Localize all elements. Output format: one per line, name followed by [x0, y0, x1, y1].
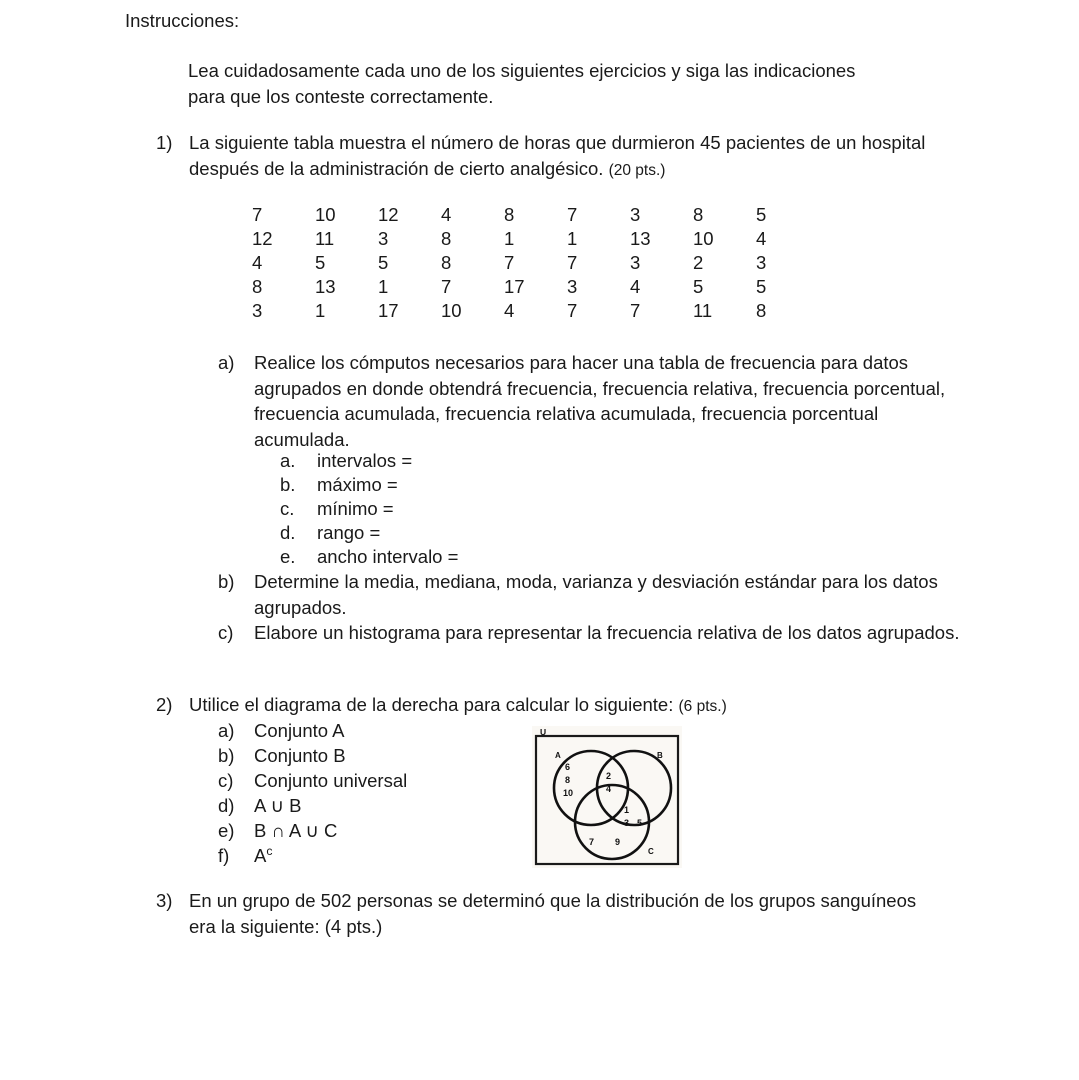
set-a-label: A [555, 751, 561, 760]
venn-value-a-only: 8 [565, 775, 571, 785]
data-cell: 10 [693, 228, 714, 249]
data-cell: 17 [378, 300, 399, 321]
question-2-part-f-superscript: c [266, 843, 273, 858]
venn-value-c-only: 7 [589, 837, 595, 847]
data-cell: 4 [252, 252, 263, 273]
data-cell: 12 [252, 228, 273, 249]
data-cell: 3 [756, 252, 767, 273]
question-1-subpart-d [280, 521, 380, 546]
data-cell: 13 [315, 276, 336, 297]
data-cell: 7 [252, 204, 263, 225]
question-3-text: En un grupo de 502 personas se determinó que la distribución de los grupos sanguíneos era la siguiente: [189, 890, 917, 937]
question-1-text: La siguiente tabla muestra el número de horas que durmieron 45 pacientes de un hospital después de la administración de cierto analgésico. [189, 132, 926, 179]
data-cell: 3 [378, 228, 389, 249]
data-cell: 8 [504, 204, 515, 225]
data-cell: 8 [252, 276, 263, 297]
question-1-subpart-a [280, 449, 412, 474]
question-3-marker: 3) [156, 890, 173, 911]
data-cell: 7 [504, 252, 515, 273]
data-cell: 7 [567, 252, 578, 273]
data-cell: 3 [252, 300, 263, 321]
question-2-part-d-marker: d) [218, 795, 235, 816]
question-2-part-e-marker: e) [218, 820, 235, 841]
question-2-part-c-marker: c) [218, 770, 234, 791]
data-cell: 2 [693, 252, 704, 273]
universe-label: U [540, 727, 547, 737]
question-1 [156, 130, 946, 183]
question-1-part-b-marker: b) [218, 571, 235, 592]
question-1-subpart-a-text: intervalos = [317, 450, 413, 471]
data-cell: 8 [756, 300, 767, 321]
set-b-label: B [657, 751, 663, 760]
data-cell: 5 [315, 252, 326, 273]
venn-value-b-and-c: 5 [637, 818, 643, 828]
question-1-subpart-a-marker: a. [280, 450, 296, 471]
question-3-points: (4 pts.) [324, 915, 383, 937]
question-2-part-d-text: A ∪ B [254, 795, 302, 816]
data-cell: 5 [693, 276, 704, 297]
data-cell: 12 [378, 204, 399, 225]
question-1-subpart-e [280, 545, 458, 570]
question-1-subpart-b-marker: b. [280, 474, 296, 495]
data-cell: 3 [630, 252, 641, 273]
question-1-marker: 1) [156, 132, 173, 153]
question-1-subpart-c [280, 497, 394, 522]
question-2-text: Utilice el diagrama de la derecha para calcular lo siguiente: [189, 694, 674, 715]
question-1-subpart-b-text: máximo = [317, 474, 398, 495]
venn-diagram-svg [532, 726, 682, 868]
question-2-part-e-text: B ∩ A ∪ C [254, 820, 338, 841]
venn-value-b-and-c: 1 [624, 805, 630, 815]
data-cell: 8 [693, 204, 704, 225]
question-3 [156, 888, 946, 939]
data-cell: 1 [567, 228, 578, 249]
data-cell: 13 [630, 228, 651, 249]
question-2-part-d [218, 793, 301, 819]
question-1-subpart-b [280, 473, 398, 498]
data-cell: 7 [567, 300, 578, 321]
data-cell: 5 [378, 252, 389, 273]
set-c-label: C [648, 847, 654, 856]
venn-value-a-only: 6 [565, 762, 571, 772]
data-cell: 1 [315, 300, 326, 321]
question-1-part-c-text: Elabore un histograma para representar la frecuencia relativa de los datos agrupados. [254, 622, 960, 643]
data-cell: 3 [630, 204, 641, 225]
question-2-part-a-marker: a) [218, 720, 235, 741]
question-2-part-e [218, 818, 337, 844]
question-1-subpart-e-text: ancho intervalo = [317, 546, 459, 567]
question-2-part-f-base: A [254, 845, 267, 866]
data-cell: 10 [315, 204, 336, 225]
data-cell: 1 [504, 228, 515, 249]
question-2-part-c-text: Conjunto universal [254, 770, 408, 791]
sleep-hours-data-table [252, 203, 819, 323]
data-cell: 8 [441, 228, 452, 249]
question-2-part-b [218, 743, 346, 769]
question-2-part-c [218, 768, 407, 794]
question-1-subpart-d-text: rango = [317, 522, 381, 543]
data-cell: 5 [756, 204, 767, 225]
question-1-part-a-marker: a) [218, 352, 235, 373]
data-cell: 7 [441, 276, 452, 297]
question-2-points: (6 pts.) [678, 698, 727, 715]
data-cell: 17 [504, 276, 525, 297]
question-1-subpart-e-marker: e. [280, 546, 296, 567]
question-1-part-b [218, 569, 958, 620]
data-cell: 7 [567, 204, 578, 225]
question-1-subpart-c-marker: c. [280, 498, 295, 519]
data-cell: 4 [441, 204, 452, 225]
data-cell: 11 [693, 300, 713, 321]
data-cell: 7 [630, 300, 641, 321]
question-2-part-f [218, 843, 272, 869]
venn-value-b-and-c: 3 [624, 818, 630, 828]
data-cell: 8 [441, 252, 452, 273]
question-1-subpart-d-marker: d. [280, 522, 296, 543]
question-2-part-b-text: Conjunto B [254, 745, 346, 766]
venn-diagram [532, 726, 682, 868]
question-2-part-f-text [254, 843, 272, 869]
data-cell: 1 [378, 276, 389, 297]
venn-value-a-only: 10 [563, 788, 574, 798]
venn-value-c-only: 9 [615, 837, 621, 847]
question-2-part-a [218, 718, 345, 744]
question-1-part-a-text: Realice los cómputos necesarios para hacer una tabla de frecuencia para datos agrupados en donde obtendrá frecuencia, frecuencia relativa, frecuencia porcentual, frecuencia acumulada, frecuencia relativa acumulada, frecuencia porcentual acumulada. [254, 352, 946, 450]
question-3-body [189, 888, 946, 939]
venn-value-a-and-b: 4 [606, 784, 612, 794]
question-1-part-a [218, 350, 958, 452]
question-2-body [189, 692, 727, 720]
data-cell: 11 [315, 228, 335, 249]
question-1-points: (20 pts.) [608, 161, 666, 179]
question-1-part-c [218, 620, 963, 646]
question-2-part-a-text: Conjunto A [254, 720, 345, 741]
question-2-part-f-marker: f) [218, 845, 230, 866]
question-2-part-b-marker: b) [218, 745, 235, 766]
data-cell: 5 [756, 276, 767, 297]
instructions-text: Lea cuidadosamente cada uno de los siguientes ejercicios y siga las indicaciones para que los conteste correctamente. [188, 60, 856, 107]
question-1-part-c-marker: c) [218, 622, 234, 643]
data-cell: 4 [756, 228, 767, 249]
data-cell: 4 [504, 300, 515, 321]
data-cell: 4 [630, 276, 641, 297]
question-2-marker: 2) [156, 694, 173, 715]
venn-value-a-and-b: 2 [606, 771, 612, 781]
question-1-body [189, 130, 946, 183]
data-cell: 3 [567, 276, 578, 297]
question-1-part-b-text: Determine la media, mediana, moda, varianza y desviación estándar para los datos agrupados. [254, 571, 938, 618]
question-2 [156, 692, 946, 720]
instructions-heading: Instrucciones: [125, 10, 240, 31]
question-1-subpart-c-text: mínimo = [317, 498, 394, 519]
data-cell: 10 [441, 300, 462, 321]
